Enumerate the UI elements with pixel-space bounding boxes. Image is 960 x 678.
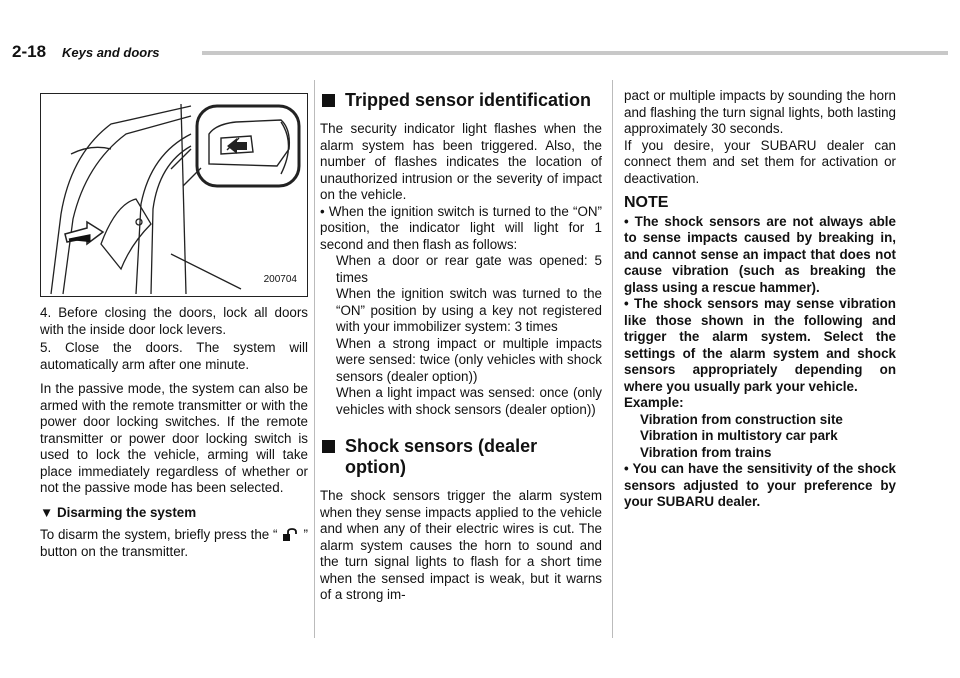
figure-number: 200704: [263, 273, 297, 285]
unlock-icon: [282, 528, 300, 542]
column-1: [40, 80, 308, 568]
column-divider: [612, 80, 613, 638]
page-header: [12, 42, 948, 64]
disarm-text-pre: To disarm the system, briefly press the “: [40, 527, 278, 542]
door-lock-lever-illustration: [41, 94, 306, 295]
paragraph: 4. Before closing the doors, lock all doors with the inside door lock levers.: [40, 305, 308, 337]
header-rule: [202, 51, 948, 55]
paragraph-disarm: [40, 527, 308, 560]
heading-text: Tripped sensor identification: [345, 90, 592, 110]
example-label: Example:: [624, 395, 684, 410]
heading-tripped-sensor: [320, 90, 602, 111]
note-title: NOTE: [624, 194, 669, 211]
page-number: 2-18: [12, 42, 47, 61]
example-item: Vibration in multistory car park: [640, 428, 838, 443]
column-3: [624, 88, 896, 511]
square-bullet-icon: [322, 440, 335, 453]
paragraph: The security indicator light flashes when the alarm system has been triggered. Also, the number of flashes indicates the location of unauthorized intrusion or the severity of impact on the vehicle.: [320, 121, 602, 202]
disarm-text-post: ” button on the transmitter.: [40, 527, 308, 559]
note-body: [624, 214, 896, 511]
indented-item: When a light impact was sensed: once (only vehicles with shock sensors (dealer option)): [336, 385, 602, 417]
column-2: [320, 90, 602, 612]
square-bullet-icon: [322, 94, 335, 107]
paragraph: The shock sensors trigger the alarm system when they sense impacts applied to the vehicle and when any of their electric wires is cut. The alarm system causes the horn to sound and the turn signal lights to flash for a short time when the sensed impact is weak, but it warns of a strong im-: [320, 488, 602, 602]
subheading-disarming: ▼ Disarming the system: [40, 504, 197, 520]
note-item: • The shock sensors may sense vibration like those shown in the following and trigger the alarm system. Select the settings of the alarm system and shock sensors appropriately depending on where you usually park your vehicle.: [624, 296, 896, 395]
indented-item: When a strong impact or multiple impacts were sensed: twice (only vehicles with shock sensors (dealer option)): [336, 335, 602, 384]
column-divider: [314, 80, 315, 638]
example-item: Vibration from trains: [640, 444, 772, 460]
heading-text: Shock sensors (dealer option): [345, 436, 538, 477]
paragraph: pact or multiple impacts by sounding the horn and flashing the turn signal lights, both lasting approximately 30 seconds.: [624, 88, 896, 136]
indented-item: When a door or rear gate was opened: 5 times: [336, 253, 602, 285]
example-item: Vibration from construction site: [640, 411, 843, 427]
door-lock-figure: [40, 93, 308, 297]
note-item: • The shock sensors are not always able to sense impacts caused by breaking in, and cannot sense an impact that does not cause vibration (such as breaking the glass using a rescue hammer).: [624, 214, 896, 297]
paragraph: In the passive mode, the system can also be armed with the remote transmitter or with the power door locking switches. If the remote transmitter or power door locking switch is used to lock the vehicle, arming will take place immediately regardless of whether or not the passive mode has been selected.: [40, 381, 308, 495]
heading-shock-sensors: [320, 436, 602, 478]
paragraph: If you desire, your SUBARU dealer can connect them and set them for activation or deactivation.: [624, 137, 896, 186]
paragraph: 5. Close the doors. The system will automatically arm after one minute.: [40, 340, 308, 372]
indented-item: When the ignition switch was turned to the “ON” position by using a key not registered with your immobilizer system: 3 times: [336, 286, 602, 334]
note-item: • You can have the sensitivity of the shock sensors adjusted to your preference by your SUBARU dealer.: [624, 461, 896, 511]
section-title: Keys and doors: [62, 45, 160, 60]
bullet-item: • When the ignition switch is turned to the “ON” position, the indicator light will light for 1 second and then flash as follows:: [320, 204, 602, 254]
